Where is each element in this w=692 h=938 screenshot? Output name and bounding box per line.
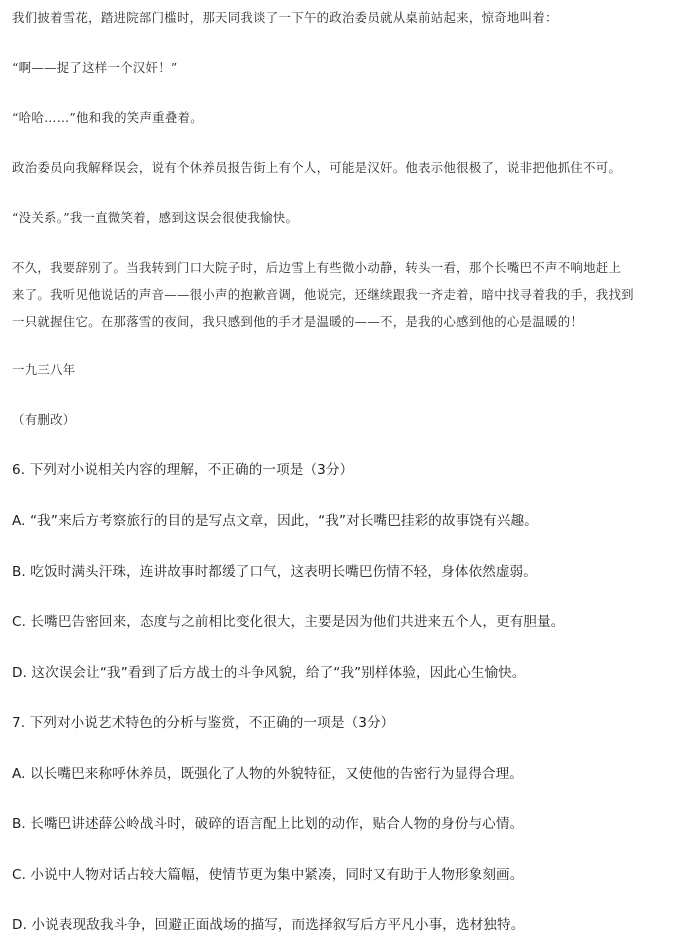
story-date: 一九三八年 xyxy=(12,362,76,377)
question-6-option-a: A. “我”来后方考察旅行的目的是写点文章，因此，“我”对长嘴巴挂彩的故事饶有兴趣。 xyxy=(12,513,538,529)
story-paragraph-2: “啊——捉了这样一个汉奸！” xyxy=(12,60,178,75)
question-7-option-b: B. 长嘴巴讲述薛公岭战斗时，破碎的语言配上比划的动作，贴合人物的身份与心情。 xyxy=(12,816,524,832)
question-6-stem: 6. 下列对小说相关内容的理解，不正确的一项是（3分） xyxy=(12,462,354,478)
story-paragraph-6-line-2: 来了。我听见他说话的声音——很小声的抱歉音调，他说完，还继续跟我一齐走着，暗中找寻着我的手，我找到 xyxy=(12,287,634,302)
story-paragraph-5: “没关系。”我一直微笑着，感到这误会很使我愉快。 xyxy=(12,210,299,225)
question-7-option-c: C. 小说中人物对话占较大篇幅，使情节更为集中紧凑，同时又有助于人物形象刻画。 xyxy=(12,867,524,883)
story-edit-note: （有删改） xyxy=(12,412,76,427)
story-paragraph-6-line-1: 不久，我要辞别了。当我转到门口大院子时，后边雪上有些微小动静，转头一看，那个长嘴巴不声不响地赶上 xyxy=(12,260,622,275)
story-paragraph-3: “哈哈……”他和我的笑声重叠着。 xyxy=(12,110,203,125)
question-7-option-a: A. 以长嘴巴来称呼休养员，既强化了人物的外貌特征，又使他的告密行为显得合理。 xyxy=(12,766,523,782)
story-paragraph-1: 我们披着雪花，踏进院部门槛时，那天同我谈了一下午的政治委员就从桌前站起来，惊奇地叫着： xyxy=(12,10,558,25)
question-6-option-d: D. 这次误会让“我”看到了后方战士的斗争风貌，给了“我”别样体验，因此心生愉快。 xyxy=(12,665,526,681)
question-7-stem: 7. 下列对小说艺术特色的分析与鉴赏，不正确的一项是（3分） xyxy=(12,715,395,731)
question-6-option-c: C. 长嘴巴告密回来，态度与之前相比变化很大，主要是因为他们共进来五个人，更有胆量。 xyxy=(12,614,565,630)
question-7-option-d: D. 小说表现敌我斗争，回避正面战场的描写，而选择叙写后方平凡小事，选材独特。 xyxy=(12,917,525,933)
story-paragraph-4: 政治委员向我解释误会，说有个休养员报告街上有个人，可能是汉奸。他表示他很极了，说非把他抓住不可。 xyxy=(12,160,622,175)
story-paragraph-6-line-3: 一只就握住它。在那落雪的夜间，我只感到他的手才是温暖的——不，是我的心感到他的心是温暖的！ xyxy=(12,314,584,329)
question-6-option-b: B. 吃饭时满头汗珠，连讲故事时都缓了口气，这表明长嘴巴伤情不轻，身体依然虚弱。 xyxy=(12,564,537,580)
